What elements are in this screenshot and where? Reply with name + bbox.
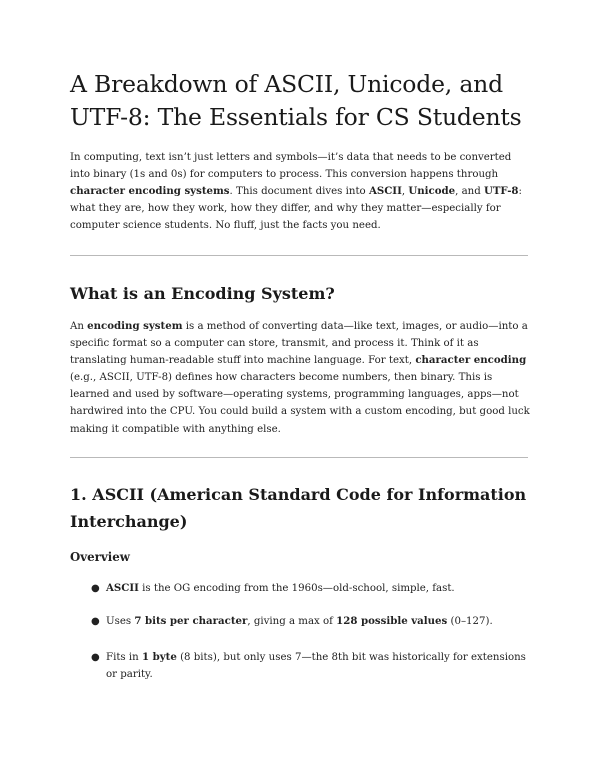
- bullet-icon: ●: [91, 616, 100, 627]
- intro-text: : what they are, how they work, how they differ, and why they matter—especially for computer science students. No fluff, just the facts you need.: [70, 186, 522, 232]
- list-bold-term: ASCII: [106, 582, 139, 594]
- intro-bold-term: Unicode: [408, 185, 456, 198]
- list-text: Uses: [106, 616, 135, 627]
- list-item: [106, 580, 526, 597]
- intro-bold-term: character encoding systems: [70, 185, 230, 198]
- list-text: is the OG encoding from the 1960s—old-school, simple, fast.: [138, 583, 455, 594]
- intro-bold-term: UTF-8: [483, 185, 519, 198]
- list-bold-term: 7 bits per character: [134, 615, 248, 627]
- intro-paragraph: [70, 149, 530, 234]
- bullet-icon: ●: [91, 583, 100, 594]
- encoding-system-paragraph: [70, 318, 530, 438]
- section-divider: [70, 255, 528, 256]
- section-divider: [70, 457, 528, 458]
- paragraph-text: is a method of converting data—like text, images, or audio—into a specific format so a computer can store, transmit, and process it. Think of it as translating human-readable stuff into machine language. For text,: [70, 321, 528, 367]
- section-heading-encoding-system: What is an Encoding System?: [70, 284, 335, 303]
- list-item: [106, 649, 526, 683]
- paragraph-text: (e.g., ASCII, UTF-8) defines how characters become numbers, then binary. This is learned and used by software—operating systems, programming languages, apps—not hardwired into the CPU. You could build a system with a custom encoding, but good luck making it compatible with anything else.: [70, 372, 530, 435]
- list-text: (0–127).: [447, 616, 493, 627]
- list-text: (8 bits), but only uses 7—the 8th bit was historically for extensions or parity.: [106, 652, 526, 680]
- list-text: Fits in: [106, 652, 142, 663]
- paragraph-bold-term: encoding system: [87, 320, 183, 332]
- bullet-icon: ●: [91, 652, 100, 663]
- paragraph-text: An: [70, 321, 88, 332]
- section-heading-ascii: 1. ASCII (American Standard Code for Information Interchange): [70, 485, 527, 531]
- intro-text: . This document dives into: [229, 186, 369, 198]
- list-bold-term: 128 possible values: [336, 615, 448, 627]
- intro-text: , and: [455, 186, 484, 198]
- intro-bold-term: ASCII: [368, 185, 402, 198]
- paragraph-bold-term: character encoding: [415, 354, 527, 367]
- intro-text: ,: [401, 186, 409, 198]
- subheading-overview: Overview: [70, 550, 130, 564]
- intro-text: In computing, text isn’t just letters and symbols—it’s data that needs to be converted into binary (1s and 0s) for computers to process. This conversion happens through: [70, 152, 512, 181]
- list-item: [106, 613, 526, 630]
- list-bold-term: 1 byte: [141, 651, 177, 663]
- document-title: A Breakdown of ASCII, Unicode, and UTF-8: The Essentials for CS Students: [70, 70, 522, 131]
- list-text: , giving a max of: [247, 616, 337, 627]
